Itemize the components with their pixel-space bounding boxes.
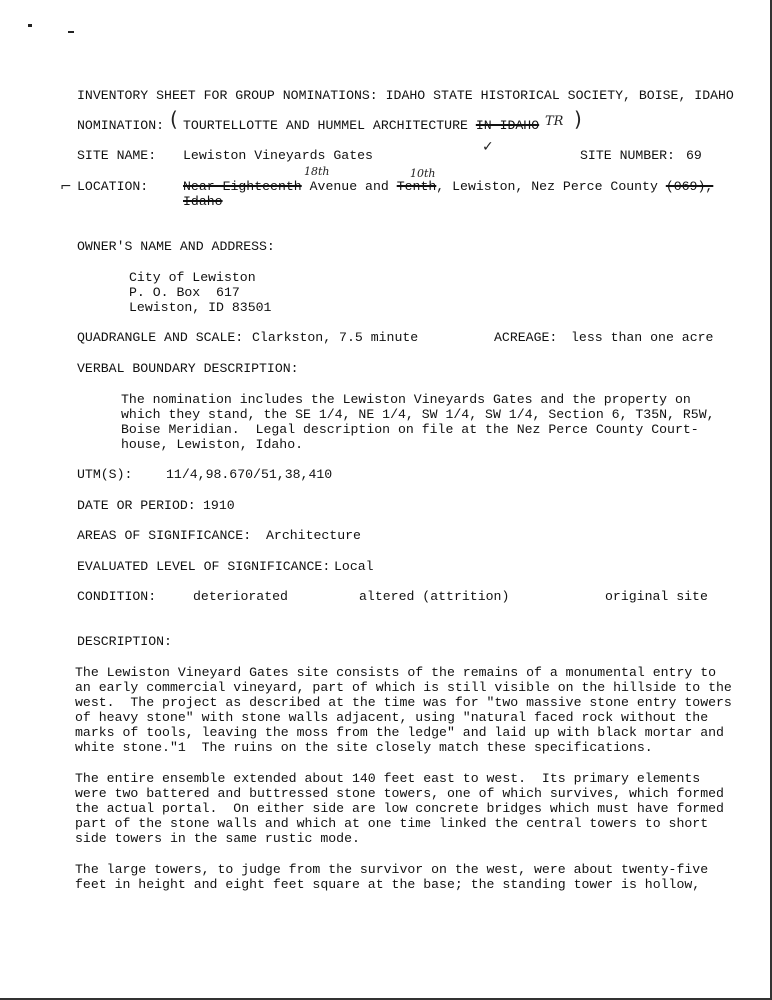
scan-speck — [68, 31, 74, 33]
owner-label: OWNER'S NAME AND ADDRESS: — [77, 239, 275, 254]
date-label: DATE OR PERIOD: — [77, 498, 196, 513]
nomination-handwritten: TR — [545, 114, 564, 129]
description-p2-line: part of the stone walls and which at one time linked the central towers to short — [75, 816, 709, 831]
description-p2-line: were two battered and buttressed stone towers, one of which survives, which formed — [75, 786, 724, 801]
site-number-label: SITE NUMBER: — [580, 148, 675, 163]
level-value: Local — [334, 559, 374, 574]
utm-label: UTM(S): — [77, 467, 133, 482]
areas-label: AREAS OF SIGNIFICANCE: — [77, 528, 252, 543]
site-number-value: 69 — [686, 148, 702, 163]
description-p2-line: The entire ensemble extended about 140 feet east to west. Its primary elements — [75, 771, 701, 786]
description-p1-line: white stone."1 The ruins on the site closely match these specifications. — [75, 740, 653, 755]
condition-label: CONDITION: — [77, 589, 157, 604]
boundary-line: house, Lewiston, Idaho. — [121, 437, 304, 452]
nomination-struck: IN IDAHO — [475, 118, 540, 133]
description-label: DESCRIPTION: — [77, 634, 172, 649]
location-handwritten-18th: 18th — [304, 165, 330, 178]
site-name-value: Lewiston Vineyards Gates — [183, 148, 373, 163]
description-p3-line: feet in height and eight feet square at the base; the standing tower is hollow, — [75, 877, 701, 892]
location-handwritten-10th: 10th — [410, 167, 436, 180]
quadrangle-value: Clarkston, 7.5 minute — [252, 330, 419, 345]
boundary-line: Boise Meridian. Legal description on file at the Nez Perce County Court- — [121, 422, 699, 437]
owner-line: Lewiston, ID 83501 — [129, 300, 272, 315]
boundary-line: The nomination includes the Lewiston Vineyards Gates and the property on — [121, 392, 691, 407]
location-label: LOCATION: — [77, 179, 149, 194]
description-p1-line: an early commercial vineyard, part of which is still visible on the hillside to the — [75, 680, 732, 695]
nomination-label: NOMINATION: — [77, 118, 165, 133]
check-mark: ✓ — [482, 139, 494, 155]
open-paren-mark: ( — [170, 107, 178, 131]
nomination-value: TOURTELLOTTE AND HUMMEL ARCHITECTURE IN IDAHO — [183, 118, 540, 133]
owner-line: City of Lewiston — [129, 270, 256, 285]
description-p3-line: The large towers, to judge from the survivor on the west, were about twenty-five — [75, 862, 709, 877]
margin-mark: ⌐ — [60, 179, 72, 195]
boundary-line: which they stand, the SE 1/4, NE 1/4, SW 1/4, SW 1/4, Section 6, T35N, R5W, — [121, 407, 715, 422]
site-name-label: SITE NAME: — [77, 148, 157, 163]
acreage-value: less than one acre — [571, 330, 714, 345]
quadrangle-label: QUADRANGLE AND SCALE: — [77, 330, 244, 345]
condition-value-1: deteriorated — [193, 589, 288, 604]
location-value-line2: Idaho — [183, 194, 223, 209]
description-p1-line: of heavy stone" with stone walls adjacent, using "natural faced rock without the — [75, 710, 709, 725]
date-value: 1910 — [203, 498, 235, 513]
description-p2-line: side towers in the same rustic mode. — [75, 831, 360, 846]
scan-speck — [28, 24, 32, 27]
condition-value-2: altered (attrition) — [359, 589, 510, 604]
boundary-label: VERBAL BOUNDARY DESCRIPTION: — [77, 361, 299, 376]
areas-value: Architecture — [266, 528, 361, 543]
description-p1-line: marks of tools, leaving the moss from the ledge" and laid up with black mortar and — [75, 725, 724, 740]
description-p1-line: west. The project as described at the time was for "two massive stone entry towers — [75, 695, 732, 710]
acreage-label: ACREAGE: — [494, 330, 558, 345]
close-paren-mark: ) — [574, 107, 582, 131]
document-header: INVENTORY SHEET FOR GROUP NOMINATIONS: IDAHO STATE HISTORICAL SOCIETY, BOISE, IDAHO — [77, 88, 734, 103]
description-p2-line: the actual portal. On either side are low concrete bridges which must have formed — [75, 801, 724, 816]
owner-line: P. O. Box 617 — [129, 285, 240, 300]
location-value: Near Eighteenth Avenue and Tenth, Lewiston, Nez Perce County (069), — [183, 179, 714, 194]
condition-value-3: original site — [605, 589, 708, 604]
description-p1-line: The Lewiston Vineyard Gates site consists of the remains of a monumental entry to — [75, 665, 717, 680]
utm-value: 11/4,98.670/51,38,410 — [166, 467, 333, 482]
level-label: EVALUATED LEVEL OF SIGNIFICANCE: — [77, 559, 331, 574]
